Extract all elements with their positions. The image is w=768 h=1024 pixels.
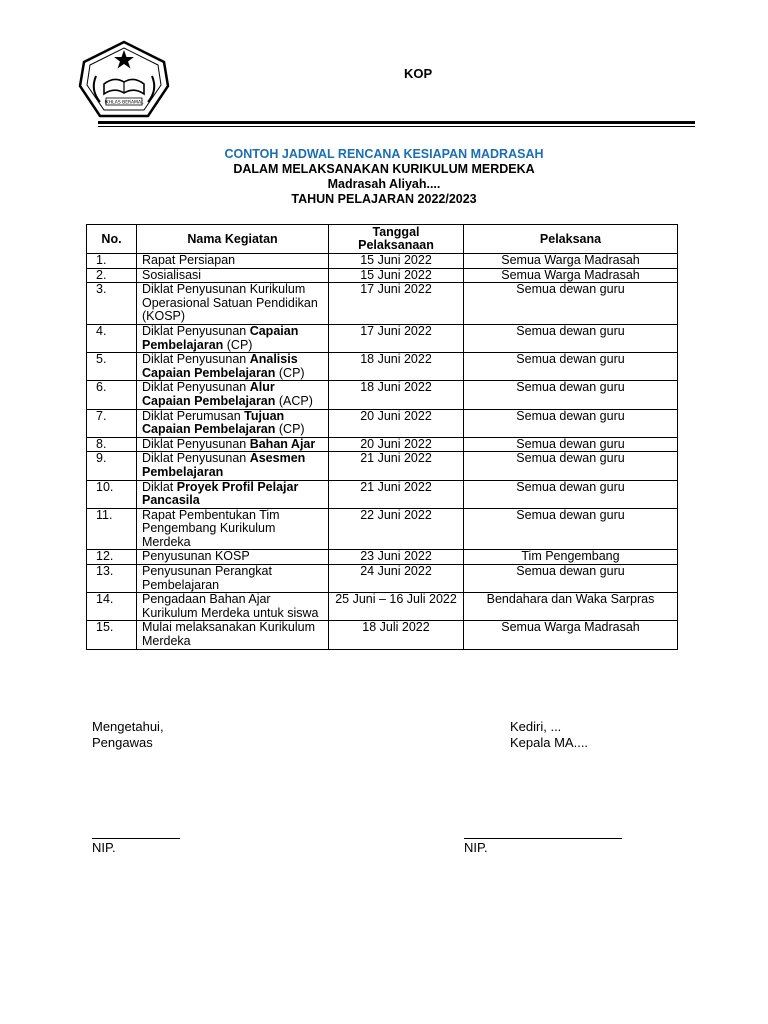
cell-pelaksana: Tim Pengembang (464, 550, 678, 565)
kegiatan-bold-text: Asesmen Pembelajaran (142, 451, 306, 479)
header-no: No. (87, 225, 137, 254)
cell-no: 13. (87, 565, 137, 593)
kegiatan-bold-text: Analisis Capaian Pembelajaran (142, 352, 298, 380)
title-line-2: DALAM MELAKSANAKAN KURIKULUM MERDEKA (233, 162, 535, 176)
table-header-row (87, 225, 678, 254)
table-row (87, 565, 678, 593)
cell-nama-kegiatan (137, 508, 329, 550)
cell-tanggal: 22 Juni 2022 (329, 508, 464, 550)
kegiatan-text: Sosialisasi (142, 267, 202, 282)
cell-nama-kegiatan (137, 324, 329, 352)
cell-no: 11. (87, 508, 137, 550)
cell-pelaksana: Semua dewan guru (464, 409, 678, 437)
title-line-1: CONTOH JADWAL RENCANA KESIAPAN MADRASAH (224, 147, 544, 161)
cell-tanggal: 20 Juni 2022 (329, 437, 464, 452)
cell-pelaksana: Semua dewan guru (464, 283, 678, 325)
cell-no: 10. (87, 480, 137, 508)
title-line-3: Madrasah Aliyah.... (327, 177, 441, 191)
cell-pelaksana: Semua dewan guru (464, 381, 678, 409)
kegiatan-text: Diklat Penyusunan (142, 323, 250, 338)
cell-nama-kegiatan (137, 550, 329, 565)
header-rule-thick (98, 121, 695, 124)
cell-nama-kegiatan (137, 437, 329, 452)
table-row (87, 480, 678, 508)
cell-pelaksana: Semua Warga Madrasah (464, 621, 678, 649)
table-row (87, 268, 678, 283)
kegiatan-text: Rapat Persiapan (142, 253, 236, 267)
cell-no: 12. (87, 550, 137, 565)
cell-pelaksana: Semua Warga Madrasah (464, 254, 678, 269)
cell-tanggal: 18 Juni 2022 (329, 353, 464, 381)
cell-nama-kegiatan (137, 268, 329, 283)
cell-pelaksana: Semua dewan guru (464, 353, 678, 381)
cell-pelaksana: Semua dewan guru (464, 565, 678, 593)
cell-pelaksana: Semua dewan guru (464, 437, 678, 452)
kegiatan-text: Pengadaan Bahan Ajar Kurikulum Merdeka untuk siswa (142, 592, 319, 620)
cell-nama-kegiatan (137, 283, 329, 325)
table-row (87, 593, 678, 621)
kegiatan-text: Diklat Penyusunan Kurikulum Operasional Satuan Pendidikan (KOSP) (142, 282, 318, 324)
cell-no: 15. (87, 621, 137, 649)
kegiatan-text: Rapat Pembentukan Tim Pengembang Kurikulum Merdeka (142, 507, 280, 549)
cell-pelaksana: Semua dewan guru (464, 508, 678, 550)
cell-tanggal: 21 Juni 2022 (329, 452, 464, 480)
table-row (87, 381, 678, 409)
cell-tanggal: 15 Juni 2022 (329, 268, 464, 283)
left-signature-line (92, 838, 180, 839)
cell-nama-kegiatan (137, 452, 329, 480)
kop-label: KOP (404, 66, 433, 81)
kegiatan-text: Diklat Penyusunan (142, 380, 250, 395)
cell-no: 8. (87, 437, 137, 452)
cell-nama-kegiatan (137, 353, 329, 381)
kegiatan-text: Diklat (142, 479, 177, 494)
header-tanggal: Tanggal Pelaksanaan (329, 225, 464, 254)
right-sign-line1: Kediri, ... (510, 719, 562, 734)
svg-text:IKHLAS BERAMAL: IKHLAS BERAMAL (104, 100, 144, 106)
cell-pelaksana: Semua Warga Madrasah (464, 268, 678, 283)
document-titles (0, 147, 768, 207)
kegiatan-text: Diklat Perumusan (142, 408, 245, 423)
cell-pelaksana: Bendahara dan Waka Sarpras (464, 593, 678, 621)
cell-tanggal: 23 Juni 2022 (329, 550, 464, 565)
kegiatan-text: Penyusunan KOSP (142, 549, 250, 564)
table-row (87, 452, 678, 480)
table-row (87, 550, 678, 565)
left-nip: NIP. (92, 840, 116, 855)
cell-no: 2. (87, 268, 137, 283)
left-sign-line1: Mengetahui, (92, 719, 164, 734)
cell-no: 7. (87, 409, 137, 437)
table-row (87, 254, 678, 269)
cell-tanggal: 18 Juli 2022 (329, 621, 464, 649)
cell-no: 6. (87, 381, 137, 409)
table-row (87, 353, 678, 381)
cell-no: 3. (87, 283, 137, 325)
kegiatan-text: (CP) (223, 337, 253, 352)
kegiatan-text: Penyusunan Perangkat Pembelajaran (142, 564, 272, 592)
cell-no: 9. (87, 452, 137, 480)
table-row (87, 437, 678, 452)
cell-nama-kegiatan (137, 621, 329, 649)
cell-nama-kegiatan (137, 381, 329, 409)
cell-pelaksana: Semua dewan guru (464, 480, 678, 508)
cell-nama-kegiatan (137, 409, 329, 437)
cell-tanggal: 18 Juni 2022 (329, 381, 464, 409)
kegiatan-bold-text: Proyek Profil Pelajar Pancasila (142, 479, 299, 508)
cell-tanggal: 25 Juni – 16 Juli 2022 (329, 593, 464, 621)
kegiatan-text: Diklat Penyusunan (142, 436, 250, 451)
cell-nama-kegiatan (137, 254, 329, 269)
header-rule-thin (98, 126, 695, 127)
kegiatan-text: Mulai melaksanakan Kurikulum Merdeka (142, 620, 315, 649)
cell-pelaksana: Semua dewan guru (464, 324, 678, 352)
cell-tanggal: 17 Juni 2022 (329, 283, 464, 325)
kegiatan-text: (ACP) (275, 393, 313, 408)
cell-no: 5. (87, 353, 137, 381)
cell-tanggal: 17 Juni 2022 (329, 324, 464, 352)
kegiatan-bold-text: Alur Capaian Pembelajaran (142, 380, 276, 408)
table-row (87, 621, 678, 649)
table-row (87, 409, 678, 437)
kegiatan-bold-text: Capaian Pembelajaran (142, 323, 299, 352)
table-row (87, 283, 678, 325)
table-row (87, 324, 678, 352)
table-body (87, 254, 678, 650)
cell-nama-kegiatan (137, 593, 329, 621)
kegiatan-text: (CP) (275, 422, 305, 437)
table-row (87, 508, 678, 550)
cell-tanggal: 15 Juni 2022 (329, 254, 464, 269)
right-nip: NIP. (464, 840, 488, 855)
title-line-4: TAHUN PELAJARAN 2022/2023 (291, 192, 477, 206)
cell-nama-kegiatan (137, 565, 329, 593)
header-nama-kegiatan: Nama Kegiatan (137, 225, 329, 254)
kegiatan-bold-text: Bahan Ajar (249, 436, 316, 451)
cell-tanggal: 21 Juni 2022 (329, 480, 464, 508)
schedule-table (86, 224, 678, 650)
kegiatan-text: (CP) (275, 365, 305, 380)
right-sign-line2: Kepala MA.... (510, 735, 589, 750)
cell-pelaksana: Semua dewan guru (464, 452, 678, 480)
kegiatan-text: Diklat Penyusunan (142, 451, 250, 466)
cell-nama-kegiatan (137, 480, 329, 508)
right-signature-line (464, 838, 622, 839)
right-signature (510, 719, 588, 751)
left-signature (92, 719, 164, 751)
cell-tanggal: 20 Juni 2022 (329, 409, 464, 437)
cell-no: 4. (87, 324, 137, 352)
header-pelaksana: Pelaksana (464, 225, 678, 254)
cell-no: 1. (87, 254, 137, 269)
kegiatan-text: Diklat Penyusunan (142, 352, 250, 367)
kegiatan-bold-text: Tujuan Capaian Pembelajaran (142, 408, 285, 437)
cell-tanggal: 24 Juni 2022 (329, 565, 464, 593)
left-sign-line2: Pengawas (92, 735, 153, 750)
kemenag-logo (78, 38, 170, 122)
cell-no: 14. (87, 593, 137, 621)
